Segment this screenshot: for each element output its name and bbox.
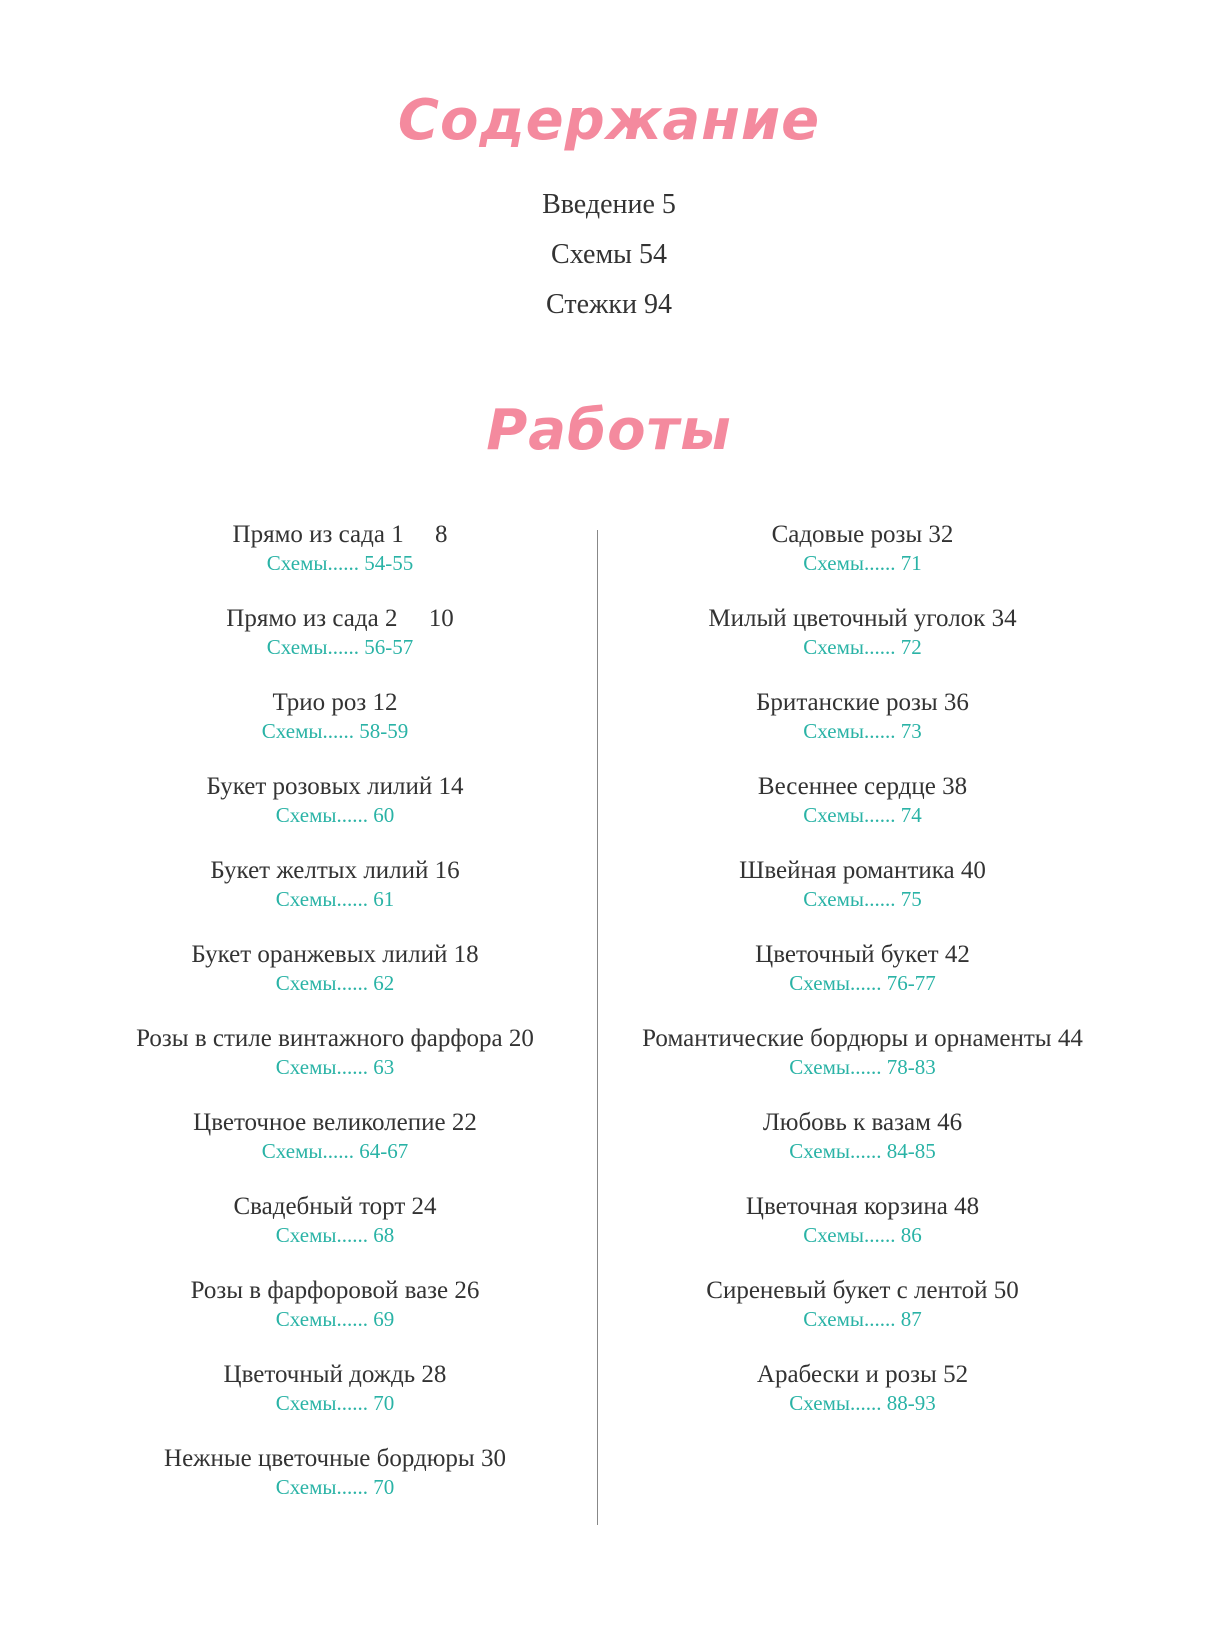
entry-scheme-ref: Схемы...... 70 [275, 1391, 395, 1415]
entry-title: Букет розовых лилий 14 [206, 773, 464, 800]
toc-entry[interactable] [590, 1276, 1135, 1360]
toc-entry[interactable] [590, 1192, 1135, 1276]
entry-scheme-ref: Схемы...... 64-67 [261, 1139, 409, 1163]
entry-title: Нежные цветочные бордюры 30 [164, 1445, 506, 1472]
contents-heading: Содержание [397, 88, 821, 153]
intro-item-stitches[interactable]: Стежки 94 [546, 289, 672, 320]
entry-title: Букет желтых лилий 16 [210, 857, 460, 884]
entry-title: Прямо из сада 1 8 [232, 521, 448, 548]
toc-entry[interactable] [55, 1360, 615, 1444]
entry-title: Цветочная корзина 48 [745, 1193, 980, 1220]
entry-title: Цветочный букет 42 [755, 941, 970, 968]
entry-title: Британские розы 36 [756, 689, 969, 716]
toc-entry[interactable] [590, 772, 1135, 856]
entry-title: Швейная романтика 40 [739, 857, 986, 884]
toc-entry[interactable] [590, 604, 1135, 688]
toc-entry[interactable] [590, 1108, 1135, 1192]
entry-title: Цветочное великолепие 22 [193, 1109, 477, 1136]
toc-entry[interactable] [55, 604, 615, 688]
toc-entry[interactable] [590, 1024, 1135, 1108]
intro-item-introduction[interactable]: Введение 5 [542, 189, 676, 220]
entry-scheme-ref: Схемы...... 88-93 [789, 1391, 936, 1415]
entry-title: Любовь к вазам 46 [762, 1109, 963, 1136]
works-left-column [55, 520, 615, 1528]
entry-scheme-ref: Схемы...... 58-59 [261, 719, 409, 743]
entry-scheme-ref: Схемы...... 71 [803, 551, 922, 575]
toc-entry[interactable] [590, 688, 1135, 772]
entry-scheme-ref: Схемы...... 60 [275, 803, 395, 827]
entry-scheme-ref: Схемы...... 63 [275, 1055, 395, 1079]
entry-title: Весеннее сердце 38 [757, 773, 968, 800]
toc-entry[interactable] [55, 856, 615, 940]
entry-scheme-ref: Схемы...... 76-77 [789, 971, 936, 995]
toc-entry[interactable] [590, 940, 1135, 1024]
toc-entry[interactable] [590, 1360, 1135, 1444]
entry-title: Розы в фарфоровой вазе 26 [190, 1277, 480, 1304]
toc-entry[interactable] [55, 940, 615, 1024]
toc-entry[interactable] [55, 772, 615, 856]
entry-title: Милый цветочный уголок 34 [708, 605, 1017, 632]
entry-title: Букет оранжевых лилий 18 [191, 941, 479, 968]
entry-scheme-ref: Схемы...... 68 [275, 1223, 395, 1247]
entry-title: Прямо из сада 2 10 [226, 605, 454, 632]
entry-scheme-ref: Схемы...... 74 [803, 803, 922, 827]
toc-entry[interactable] [55, 1192, 615, 1276]
works-right-column [590, 520, 1135, 1444]
toc-entry[interactable] [55, 1108, 615, 1192]
entry-title: Розы в стиле винтажного фарфора 20 [136, 1025, 534, 1052]
entry-title: Садовые розы 32 [771, 521, 954, 548]
toc-entry[interactable] [55, 1276, 615, 1360]
entry-title: Цветочный дождь 28 [223, 1361, 447, 1388]
intro-list [0, 180, 1218, 330]
entry-scheme-ref: Схемы...... 86 [803, 1223, 922, 1247]
toc-entry[interactable] [55, 1444, 615, 1528]
entry-scheme-ref: Схемы...... 56-57 [266, 635, 414, 659]
entry-scheme-ref: Схемы...... 72 [803, 635, 922, 659]
entry-scheme-ref: Схемы...... 61 [275, 887, 395, 911]
toc-entry[interactable] [55, 688, 615, 772]
entry-title: Романтические бордюры и орнаменты 44 [642, 1025, 1083, 1052]
toc-entry[interactable] [590, 856, 1135, 940]
entry-title: Сиреневый букет с лентой 50 [706, 1277, 1019, 1304]
entry-scheme-ref: Схемы...... 54-55 [266, 551, 414, 575]
entry-scheme-ref: Схемы...... 62 [275, 971, 395, 995]
toc-entry[interactable] [590, 520, 1135, 604]
entry-scheme-ref: Схемы...... 73 [803, 719, 922, 743]
entry-scheme-ref: Схемы...... 78-83 [789, 1055, 936, 1079]
entry-scheme-ref: Схемы...... 75 [803, 887, 922, 911]
entry-title: Арабески и розы 52 [756, 1361, 969, 1388]
toc-entry[interactable] [55, 1024, 615, 1108]
works-heading: Работы [486, 398, 732, 463]
entry-title: Свадебный торт 24 [233, 1193, 437, 1220]
entry-scheme-ref: Схемы...... 87 [803, 1307, 922, 1331]
intro-item-schemes[interactable]: Схемы 54 [551, 239, 667, 270]
entry-scheme-ref: Схемы...... 69 [275, 1307, 395, 1331]
toc-entry[interactable] [55, 520, 615, 604]
entry-title: Трио роз 12 [272, 689, 398, 716]
entry-scheme-ref: Схемы...... 84-85 [789, 1139, 936, 1163]
entry-scheme-ref: Схемы...... 70 [275, 1475, 395, 1499]
